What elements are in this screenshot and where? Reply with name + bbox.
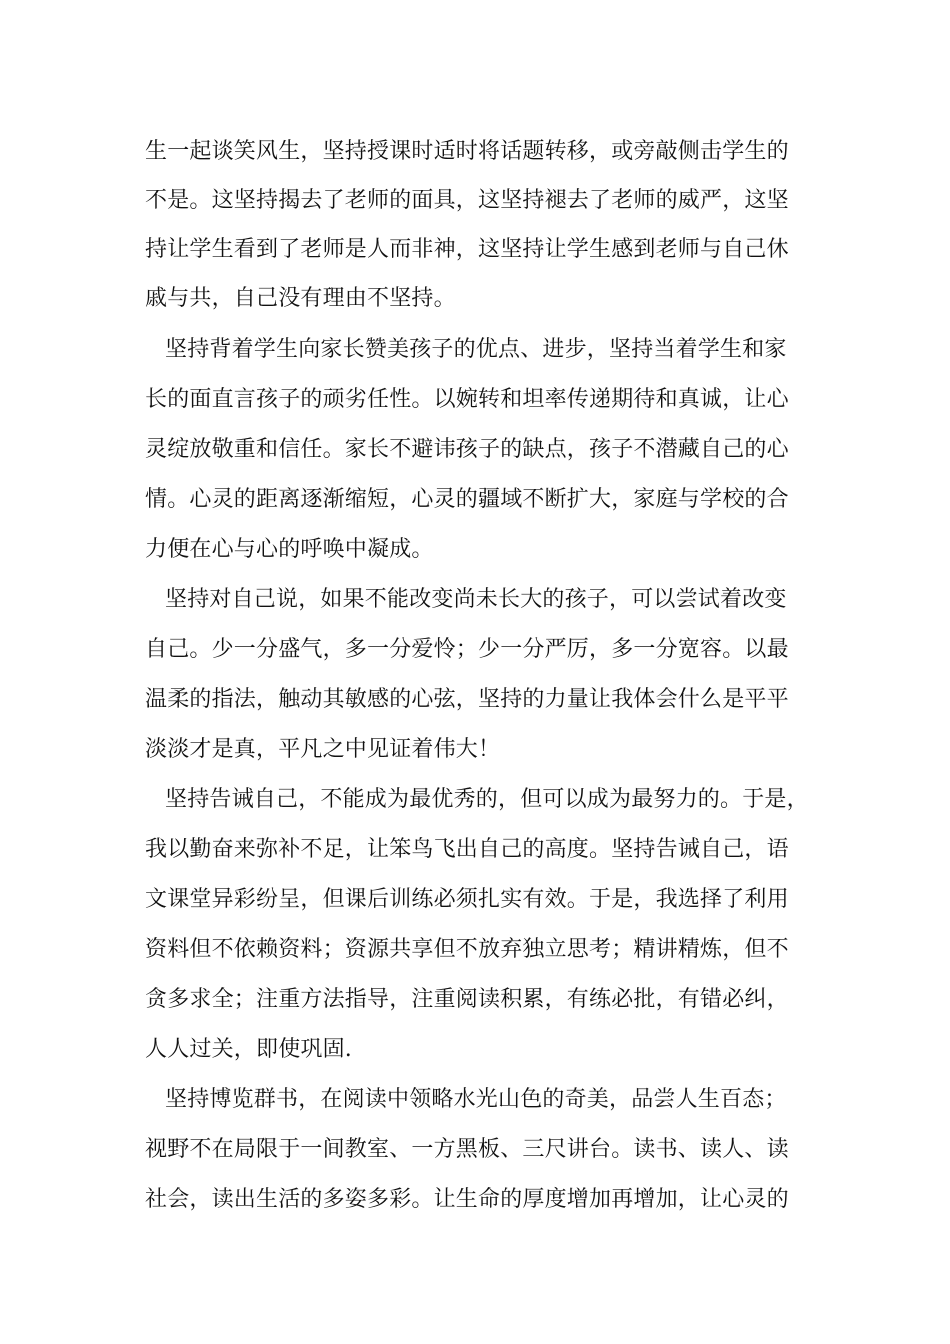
text-line: 淡淡才是真，平凡之中见证着伟大！ <box>145 737 501 762</box>
text-line: 文课堂异彩纷呈，但课后训练必须扎实有效。于是，我选择了利用 <box>145 887 789 912</box>
text-line: 资料但不依赖资料；资源共享但不放弃独立思考；精讲精炼，但不 <box>145 937 789 962</box>
text-line: 情。心灵的距离逐渐缩短，心灵的疆域不断扩大，家庭与学校的合 <box>145 487 789 512</box>
text-line: 坚持告诫自己，不能成为最优秀的，但可以成为最努力的。于是， <box>165 787 809 812</box>
text-line: 贪多求全；注重方法指导，注重阅读积累，有练必批，有错必纠， <box>145 987 789 1012</box>
text-line: 力便在心与心的呼唤中凝成。 <box>145 537 434 562</box>
text-line: 长的面直言孩子的顽劣任性。以婉转和坦率传递期待和真诚，让心 <box>145 387 789 412</box>
text-line: 生一起谈笑风生，坚持授课时适时将话题转移，或旁敲侧击学生的 <box>145 139 789 164</box>
text-line: 人人过关，即使巩固. <box>145 1037 352 1062</box>
text-line: 我以勤奋来弥补不足，让笨鸟飞出自己的高度。坚持告诫自己，语 <box>145 837 789 862</box>
text-line: 戚与共，自己没有理由不坚持。 <box>145 286 456 311</box>
text-line: 坚持背着学生向家长赞美孩子的优点、进步，坚持当着学生和家 <box>165 337 787 362</box>
text-line: 社会，读出生活的多姿多彩。让生命的厚度增加再增加，让心灵的 <box>145 1187 789 1212</box>
text-line: 温柔的指法，触动其敏感的心弦，坚持的力量让我体会什么是平平 <box>145 687 789 712</box>
text-line: 视野不在局限于一间教室、一方黑板、三尺讲台。读书、读人、读 <box>145 1137 789 1162</box>
text-line: 自己。少一分盛气，多一分爱怜；少一分严厉，多一分宽容。以最 <box>145 637 789 662</box>
text-line: 持让学生看到了老师是人而非神，这坚持让学生感到老师与自己休 <box>145 237 789 262</box>
text-line: 坚持对自己说，如果不能改变尚未长大的孩子，可以尝试着改变 <box>165 587 787 612</box>
text-line: 不是。这坚持揭去了老师的面具，这坚持褪去了老师的威严，这坚 <box>145 188 789 213</box>
text-line: 坚持博览群书，在阅读中领略水光山色的奇美，品尝人生百态； <box>165 1087 787 1112</box>
text-line: 灵绽放敬重和信任。家长不避讳孩子的缺点，孩子不潜藏自己的心 <box>145 437 789 462</box>
